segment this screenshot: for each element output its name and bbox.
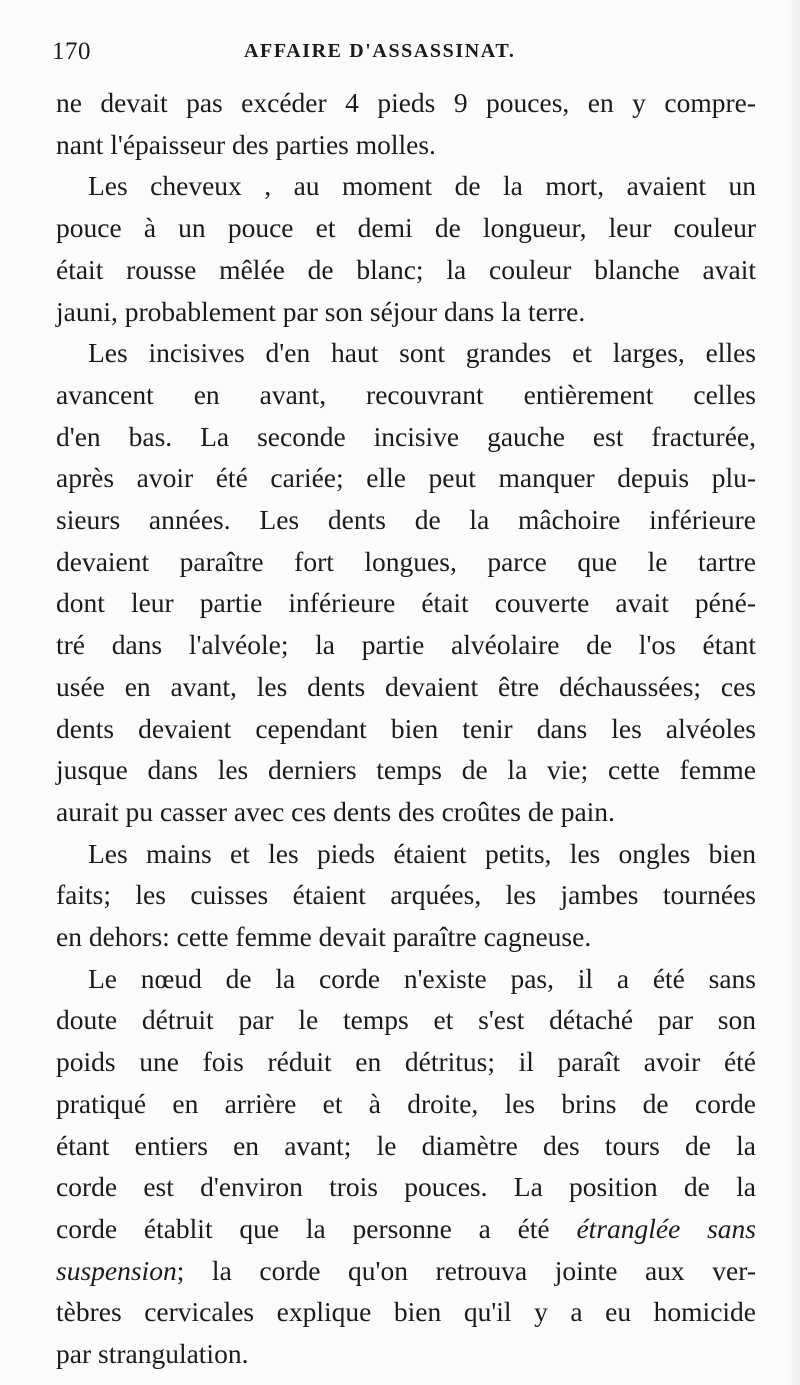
- page-number: 170: [52, 38, 91, 65]
- text-line: était rousse mêlée de blanc; la couleur blanche avait: [56, 253, 756, 285]
- paragraph-5: [56, 958, 756, 1375]
- paragraph-3: [56, 332, 756, 832]
- paragraph-4: [56, 833, 756, 958]
- text-line: poids une fois réduit en détritus; il paraît avoir été: [56, 1046, 756, 1078]
- text-line: jauni, probablement par son séjour dans la terre.: [56, 295, 586, 327]
- text-line: tèbres cervicales explique bien qu'il y a eu homicide: [56, 1296, 756, 1328]
- text-line: faits; les cuisses étaient arquées, les jambes tournées: [56, 879, 756, 911]
- text-line: Les cheveux , au moment de la mort, avaient un: [88, 170, 756, 202]
- text-line: corde est d'environ trois pouces. La position de la: [56, 1171, 756, 1203]
- text-line: Le nœud de la corde n'existe pas, il a été sans: [88, 962, 756, 994]
- text-line-with-italic: [56, 1208, 756, 1250]
- text-line: ne devait pas excéder 4 pieds 9 pouces, en y compre-: [56, 87, 756, 118]
- text-line: usée en avant, les dents devaient être déchaussées; ces: [56, 670, 756, 702]
- text-line: pouce à un pouce et demi de longueur, leur couleur: [56, 212, 756, 244]
- text-line: devaient paraître fort longues, parce que le tartre: [56, 545, 756, 577]
- text-line: aurait pu casser avec ces dents des croûtes de pain.: [56, 795, 615, 827]
- text-line: pratiqué en arrière et à droite, les brins de corde: [56, 1087, 756, 1119]
- text-line: après avoir été cariée; elle peut manquer depuis plu-: [56, 462, 756, 494]
- page-edge-shadow: [786, 0, 800, 1385]
- text-segment: corde établit que la personne a été: [56, 1212, 550, 1244]
- text-line: dents devaient cependant bien tenir dans les alvéoles: [56, 712, 756, 744]
- text-line: tré dans l'alvéole; la partie alvéolaire de l'os étant: [56, 629, 756, 661]
- italic-phrase: étranglée sans: [576, 1212, 757, 1244]
- body-text: [56, 82, 756, 1375]
- text-segment: ; la corde qu'on retrouva jointe aux ver-: [176, 1254, 756, 1286]
- text-line: jusque dans les derniers temps de la vie; cette femme: [56, 754, 756, 786]
- text-line: sieurs années. Les dents de la mâchoire inférieure: [56, 504, 756, 536]
- text-line: d'en bas. La seconde incisive gauche est fracturée,: [56, 420, 756, 452]
- paragraph-1: [56, 82, 756, 165]
- text-line: par strangulation.: [56, 1338, 249, 1370]
- text-line: étant entiers en avant; le diamètre des tours de la: [56, 1129, 756, 1161]
- text-line: en dehors: cette femme devait paraître cagneuse.: [56, 921, 592, 953]
- text-line-with-italic: [56, 1250, 756, 1292]
- running-title: AFFAIRE D'ASSASSINAT.: [244, 40, 516, 62]
- text-line: nant l'épaisseur des parties molles.: [56, 128, 436, 160]
- text-line: dont leur partie inférieure était couverte avait péné-: [56, 587, 756, 619]
- text-line: Les mains et les pieds étaient petits, les ongles bien: [88, 837, 756, 869]
- italic-phrase: suspension: [56, 1254, 177, 1286]
- text-line: avancent en avant, recouvrant entièrement celles: [56, 378, 756, 410]
- text-line: Les incisives d'en haut sont grandes et larges, elles: [88, 337, 756, 369]
- running-head: [52, 38, 760, 74]
- paragraph-2: [56, 165, 756, 332]
- text-line: doute détruit par le temps et s'est détaché par son: [56, 1004, 756, 1036]
